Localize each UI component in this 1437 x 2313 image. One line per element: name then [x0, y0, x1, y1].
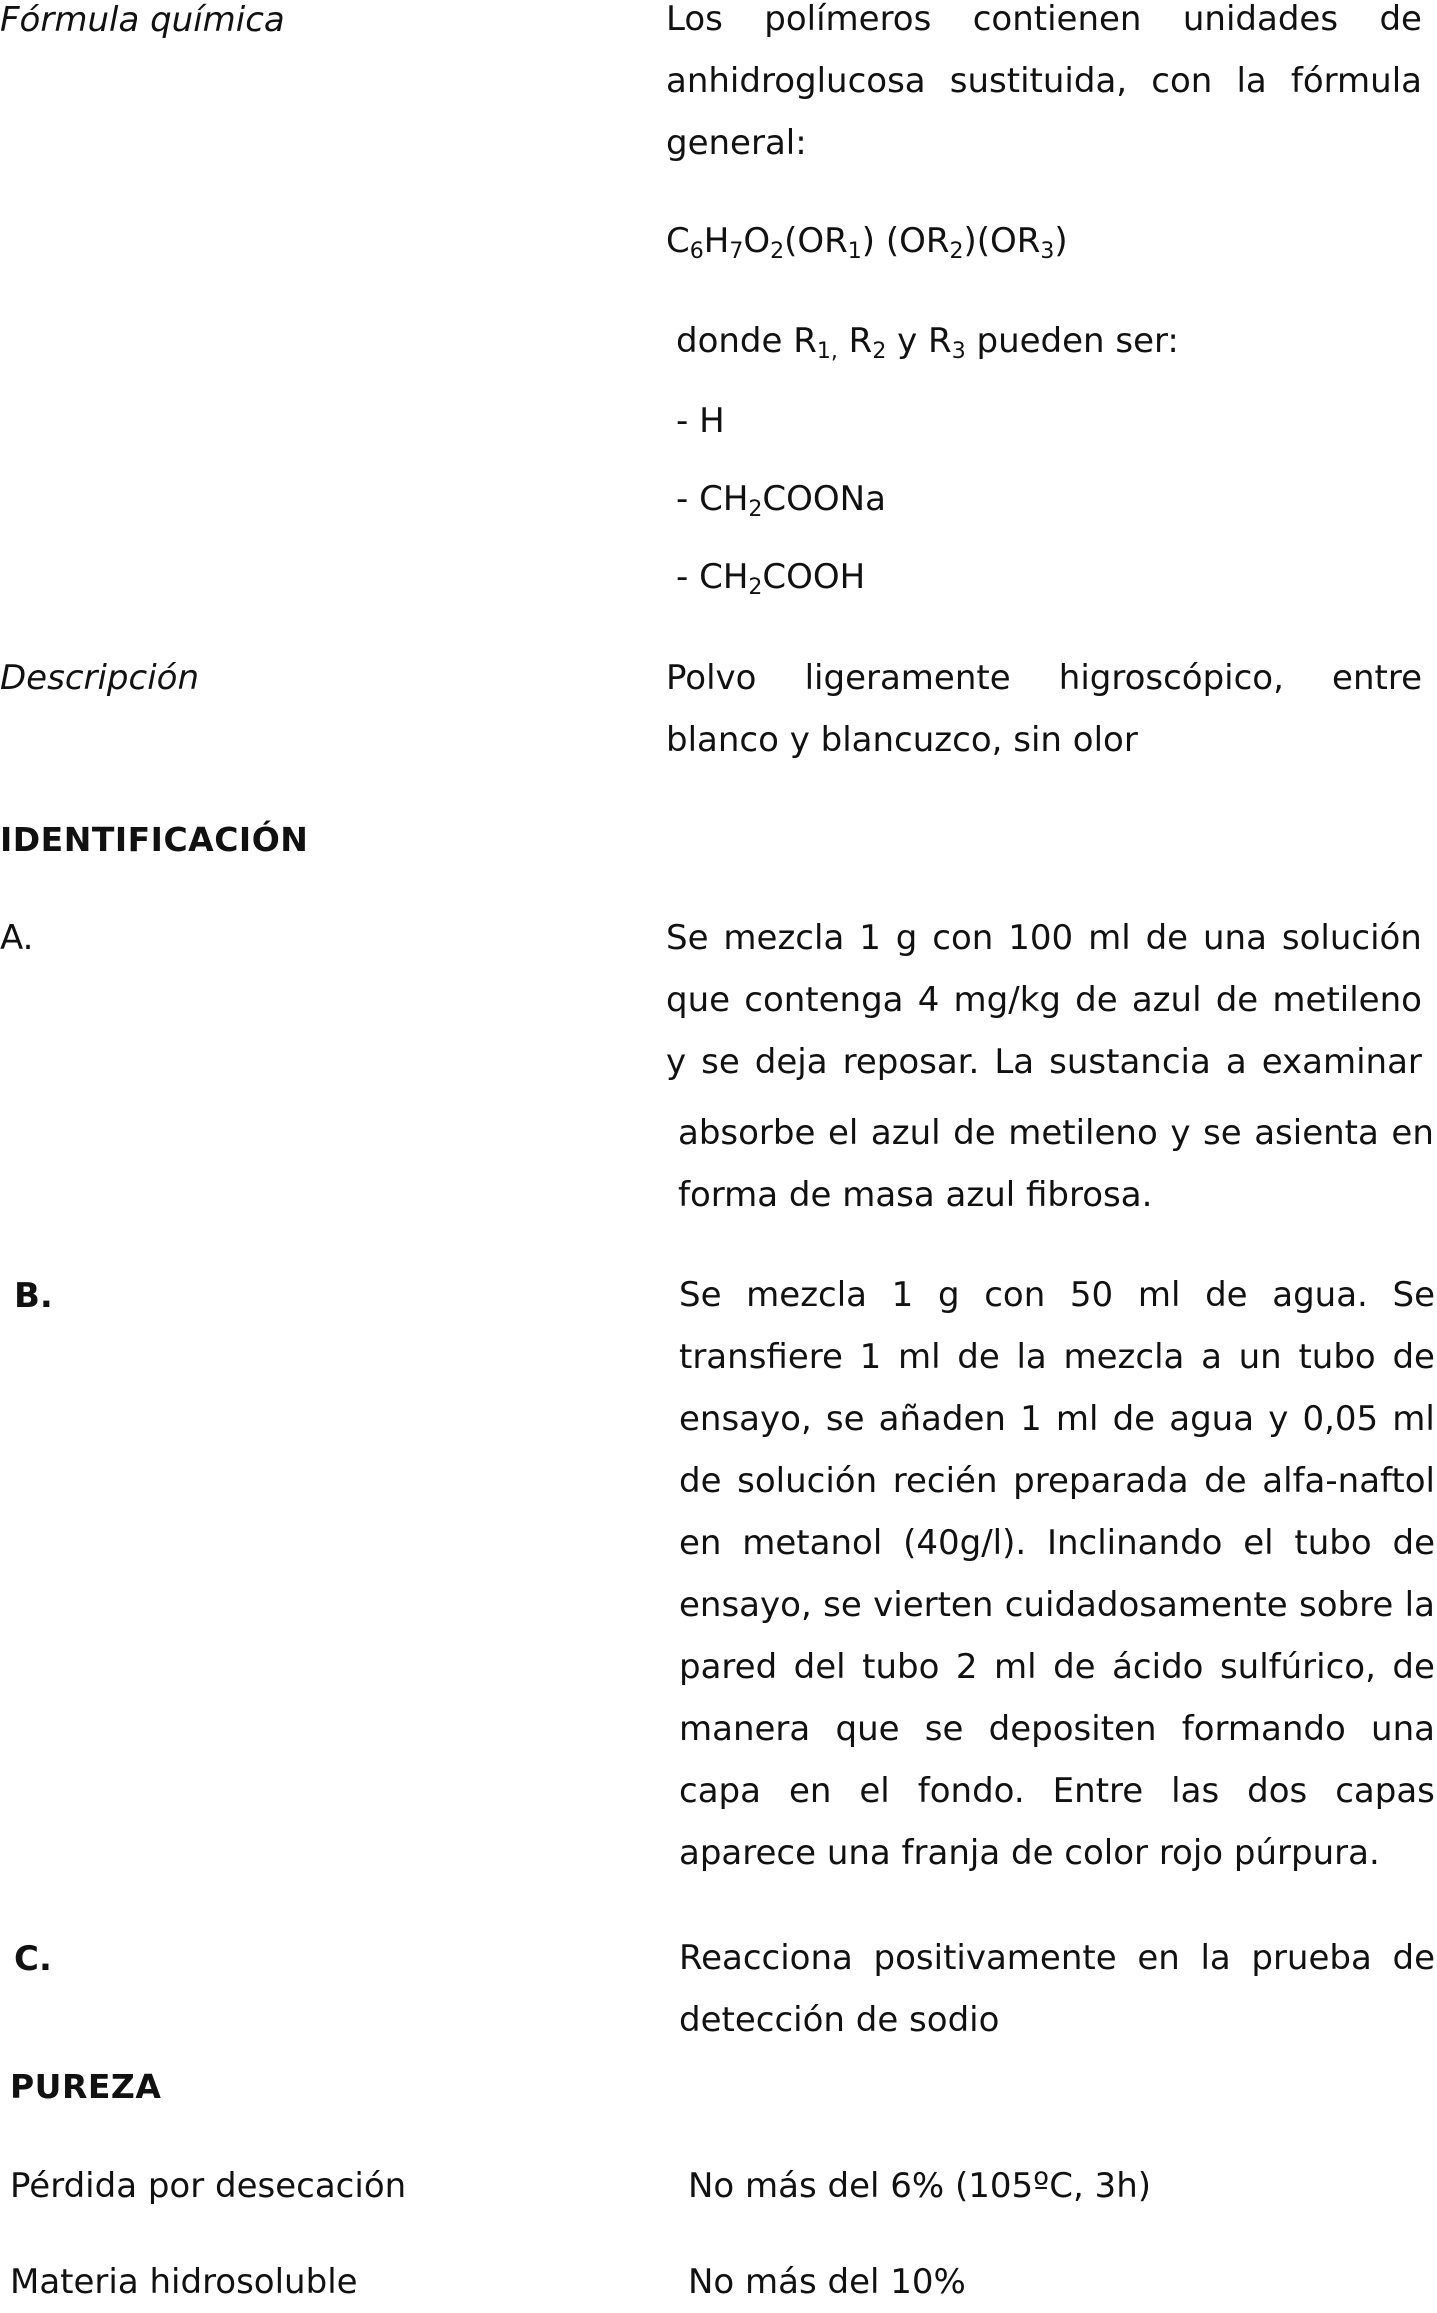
word: examinar	[1261, 1042, 1422, 1082]
word: 0,05	[1302, 1399, 1379, 1439]
word: la	[1200, 1938, 1231, 1978]
word: 1	[859, 918, 881, 958]
subscript: 7	[729, 239, 744, 264]
word: solución	[1281, 918, 1422, 958]
word: 1	[1020, 1399, 1042, 1439]
word: de	[1205, 1275, 1248, 1315]
word: de	[1215, 980, 1259, 1020]
word: pared	[679, 1647, 778, 1687]
word: de	[1379, 0, 1422, 39]
word: tubo	[1298, 1337, 1376, 1377]
substituent-item	[676, 546, 865, 608]
word: y	[666, 1042, 687, 1082]
word: entre	[1332, 658, 1422, 698]
word: ml	[1088, 918, 1131, 958]
pureza-row-label: Pérdida por desecación	[10, 2166, 407, 2206]
word: de	[1392, 1523, 1435, 1563]
subscript: 2	[770, 239, 785, 264]
word: ensayo,	[679, 1399, 812, 1439]
formula-label: Fórmula química	[0, 0, 285, 40]
word: g	[895, 918, 918, 958]
word: sustituida,	[949, 61, 1128, 101]
identificacion-a-text-cont	[678, 1102, 1434, 1226]
b-line	[679, 1388, 1435, 1450]
word: de	[1392, 1938, 1435, 1978]
word: Reacciona	[679, 1938, 853, 1978]
b-line	[679, 1264, 1435, 1326]
word: positivamente	[873, 1938, 1117, 1978]
word: anhidroglucosa	[666, 61, 926, 101]
text-run: donde R	[676, 321, 817, 361]
identificacion-b-text	[679, 1264, 1435, 1884]
word: con	[984, 1275, 1046, 1315]
word: metileno	[1272, 980, 1422, 1020]
word: alfa-naftol	[1262, 1461, 1435, 1501]
word: capa	[679, 1771, 761, 1811]
word: 2	[955, 1647, 978, 1687]
word: La	[994, 1042, 1035, 1082]
word: con	[1151, 61, 1213, 101]
word: en	[679, 1523, 722, 1563]
word: de	[1392, 1337, 1435, 1377]
word: ml	[1137, 1275, 1181, 1315]
word: higroscópico,	[1058, 658, 1284, 698]
word: ml	[1055, 1399, 1099, 1439]
a-line	[666, 969, 1422, 1031]
identificacion-b-label: B.	[14, 1276, 53, 1316]
word: se	[825, 1399, 865, 1439]
identificacion-c-text	[679, 1927, 1435, 2051]
text-run: COOH	[762, 557, 866, 597]
word: se	[823, 1585, 862, 1625]
word: de	[953, 1113, 996, 1153]
word: capas	[1335, 1771, 1435, 1811]
word: la	[1404, 1585, 1435, 1625]
word: dos	[1247, 1771, 1308, 1811]
descripcion-last: blanco y blancuzco, sin olor	[666, 720, 1138, 760]
subscript: 2	[872, 339, 887, 364]
word: ensayo,	[679, 1585, 812, 1625]
word: el	[1243, 1523, 1274, 1563]
subscript: 2	[748, 575, 763, 600]
subscript: 6	[689, 239, 704, 264]
word: que	[666, 980, 731, 1020]
formula-intro	[666, 0, 1422, 174]
word: de	[1392, 1647, 1435, 1687]
text-run: (OR	[784, 221, 848, 261]
word: que	[835, 1709, 900, 1749]
word: tubo	[1294, 1523, 1372, 1563]
descripcion-label: Descripción	[0, 658, 200, 698]
word: polímeros	[764, 0, 932, 39]
c-last: detección de sodio	[679, 2000, 1000, 2040]
word: sobre	[1299, 1585, 1394, 1625]
a-line	[666, 907, 1422, 969]
word: las	[1171, 1771, 1220, 1811]
word: una	[1371, 1709, 1435, 1749]
word: contienen	[972, 0, 1142, 39]
word: 1	[859, 1337, 882, 1377]
word: en	[788, 1771, 832, 1811]
text-run: R	[837, 321, 873, 361]
word: depositen	[988, 1709, 1157, 1749]
word: deja	[754, 1042, 828, 1082]
text-run: C	[666, 221, 690, 261]
b-line	[679, 1326, 1435, 1388]
text-run: )	[1054, 221, 1068, 261]
b-line	[679, 1760, 1435, 1822]
word: ácido	[1112, 1647, 1204, 1687]
word: fondo.	[917, 1771, 1025, 1811]
word: la	[1016, 1337, 1047, 1377]
word: ligeramente	[804, 658, 1011, 698]
pureza-heading: PUREZA	[10, 2067, 162, 2106]
word: de	[1204, 1461, 1247, 1501]
pureza-row-value: No más del 10%	[688, 2262, 966, 2302]
word: sulfúrico,	[1219, 1647, 1376, 1687]
word: ml	[897, 1337, 941, 1377]
identificacion-c-label: C.	[14, 1939, 52, 1979]
text-run: COONa	[762, 479, 886, 519]
word: con	[932, 918, 994, 958]
word: a	[1225, 1042, 1247, 1082]
word: azul	[870, 1113, 941, 1153]
word: en	[1137, 1938, 1180, 1978]
word: de	[1145, 918, 1189, 958]
word: absorbe	[678, 1113, 816, 1153]
word: cuidadosamente	[1004, 1585, 1288, 1625]
word: a	[1201, 1337, 1222, 1377]
word: agua.	[1272, 1275, 1368, 1315]
identificacion-a-text	[666, 907, 1422, 1093]
word: sustancia	[1049, 1042, 1211, 1082]
word: unidades	[1182, 0, 1339, 39]
pureza-row-label: Materia hidrosoluble	[10, 2262, 358, 2302]
word: (40g/l).	[903, 1523, 1027, 1563]
text-run: - H	[676, 401, 725, 441]
word: metanol	[742, 1523, 883, 1563]
a-line	[678, 1102, 1434, 1164]
word: Se	[666, 918, 709, 958]
word: se	[924, 1709, 964, 1749]
word: azul	[1131, 980, 1202, 1020]
word: 100	[1008, 918, 1074, 958]
word: reposar.	[842, 1042, 980, 1082]
text-run: pueden ser:	[965, 321, 1179, 361]
b-line	[679, 1698, 1435, 1760]
text-run: ) (OR	[861, 221, 950, 261]
word: 50	[1069, 1275, 1114, 1315]
word: y	[1170, 1113, 1191, 1153]
word: contenga	[744, 980, 904, 1020]
chemical-formula	[666, 210, 1068, 272]
word: ml	[994, 1647, 1037, 1687]
word: de	[957, 1337, 1000, 1377]
word: formando	[1181, 1709, 1346, 1749]
identificacion-heading: IDENTIFICACIÓN	[0, 820, 309, 859]
word: recién	[892, 1461, 998, 1501]
subscript: 3	[1040, 239, 1055, 264]
formula-intro-line	[666, 50, 1422, 112]
word: tubo	[862, 1647, 940, 1687]
word: el	[827, 1113, 859, 1153]
subscript: 3	[951, 339, 966, 364]
substituent-item	[676, 390, 725, 452]
word: de	[1075, 980, 1118, 1020]
word: 4	[917, 980, 940, 1020]
word: de	[1053, 1647, 1096, 1687]
subscript: 1,	[816, 339, 838, 364]
word: mezcla	[723, 918, 845, 958]
text-run: O	[743, 221, 771, 261]
b-line	[679, 1512, 1435, 1574]
word: Inclinando	[1046, 1523, 1223, 1563]
word: metileno	[1008, 1113, 1158, 1153]
b-line	[679, 1450, 1435, 1512]
word: manera	[679, 1709, 811, 1749]
word: fórmula	[1290, 61, 1422, 101]
text-run: y R	[886, 321, 952, 361]
text-run: - CH	[676, 557, 749, 597]
word: preparada	[1013, 1461, 1189, 1501]
word: g	[937, 1275, 960, 1315]
subscript: 2	[748, 497, 763, 522]
text-run: - CH	[676, 479, 749, 519]
word: se	[701, 1042, 740, 1082]
substituent-item	[676, 468, 886, 530]
formula-intro-line	[666, 0, 1422, 50]
word: un	[1238, 1337, 1282, 1377]
word: la	[1236, 61, 1267, 101]
descripcion-text	[666, 647, 1422, 771]
subscript: 2	[949, 239, 964, 264]
word: Entre	[1052, 1771, 1144, 1811]
word: Se	[679, 1275, 722, 1315]
word: mezcla	[1063, 1337, 1185, 1377]
word: añaden	[878, 1399, 1006, 1439]
a-last: forma de masa azul fibrosa.	[678, 1175, 1153, 1215]
word: agua	[1169, 1399, 1255, 1439]
word: Los	[666, 0, 723, 39]
word: asienta	[1254, 1113, 1379, 1153]
word: Se	[1392, 1275, 1435, 1315]
word: se	[1203, 1113, 1242, 1153]
b-line	[679, 1636, 1435, 1698]
identificacion-a-label: A.	[0, 918, 34, 958]
word: Polvo	[666, 658, 757, 698]
word: una	[1203, 918, 1267, 958]
text-run: )(OR	[963, 221, 1041, 261]
word: vierten	[873, 1585, 994, 1625]
word: 1	[891, 1275, 914, 1315]
descripcion-line	[666, 647, 1422, 709]
a-line	[666, 1031, 1422, 1093]
word: transfiere	[679, 1337, 843, 1377]
word: de	[1112, 1399, 1156, 1439]
word: prueba	[1251, 1938, 1372, 1978]
word: y	[1268, 1399, 1289, 1439]
word: del	[793, 1647, 846, 1687]
b-last: aparece una franja de color rojo púrpura.	[679, 1833, 1380, 1873]
formula-intro-last: general:	[666, 123, 807, 163]
subscript: 1	[847, 239, 862, 264]
substituents-intro	[676, 310, 1179, 372]
word: mg/kg	[953, 980, 1061, 1020]
word: en	[1391, 1113, 1434, 1153]
word: el	[859, 1771, 890, 1811]
text-run: H	[703, 221, 730, 261]
word: solución	[737, 1461, 878, 1501]
c-line	[679, 1927, 1435, 1989]
pureza-row-value: No más del 6% (105ºC, 3h)	[688, 2166, 1152, 2206]
word: de	[679, 1461, 722, 1501]
word: mezcla	[746, 1275, 868, 1315]
b-line	[679, 1574, 1435, 1636]
word: ml	[1392, 1399, 1435, 1439]
